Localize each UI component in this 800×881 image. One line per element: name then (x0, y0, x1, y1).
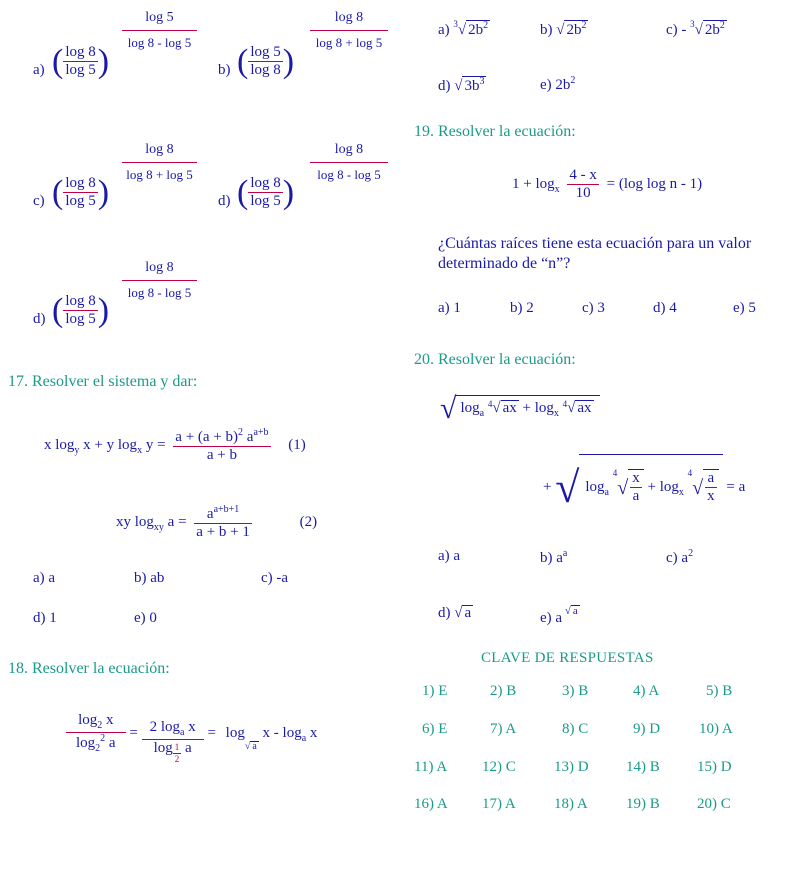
problem-18-equation: $\frac{\log_2 x}{\log_2^2 a}$ = 2 $\log_a x$ log $\frac{1}{2}$ a = $\log_{√ a} x - \log_a x$ (66, 703, 317, 764)
choice-e-label: d) (33, 311, 46, 327)
problem-19-option-c: c) 3 (582, 300, 605, 316)
problem-20-line-1: √ $\log_a ^4√$ ax + $\log_x ^4√$ ax (440, 394, 600, 424)
choice-e-base: ( $\frac{\log 8}{\log 5}$ ) (52, 291, 110, 329)
problem-19-option-e: e) 5 (733, 300, 756, 316)
choice-b-exponent: log 8 log 8 + log 5 (310, 10, 388, 51)
problem-20-line-2: + √ $\log_a ^4√$ $\frac{x}{a}$ + $\log_x ^4√$ $\frac{a}{x}$ = a (543, 454, 745, 512)
answer-item: 16) A (414, 796, 448, 812)
problem-17-option-c: c) -a (261, 570, 289, 586)
problem-17-option-d: d) 1 (33, 610, 57, 626)
problem-20-option-d: d) √ a (438, 605, 472, 621)
answer-item: 11) A (414, 759, 448, 775)
problem-18-title: 18. Resolver la ecuación: (8, 660, 170, 677)
choice-c-exponent: log 8 log 8 + log 5 (122, 142, 197, 183)
problem-19-option-b: b) 2 (510, 300, 534, 316)
choice-a-label: a) (33, 62, 45, 78)
top-option-e: e) $2b^2$ (540, 75, 576, 93)
answer-item: 14) B (626, 759, 660, 775)
top-option-a: a) $^3$√ $2b^2$ (438, 19, 489, 38)
answer-item: 3) B (562, 683, 589, 699)
problem-19-equation: $1 + \log_x$ $\frac{4 - x}{10}$ = (log log n - 1) (512, 167, 703, 202)
problem-19-question-line-2: determinado de “n”? (438, 255, 571, 272)
problem-20-option-c: c) $a^2$ (666, 548, 694, 566)
choice-e-exponent: log 8 log 8 - log 5 (122, 260, 197, 301)
choice-b-base: ( $\frac{\log 5}{\log 8}$ ) (237, 42, 295, 80)
problem-19-title: 19. Resolver la ecuación: (414, 123, 576, 140)
answer-item: 1) E (422, 683, 448, 699)
answer-item: 5) B (706, 683, 733, 699)
answer-item: 6) E (422, 721, 448, 737)
problem-17-option-b: b) ab (134, 570, 165, 586)
answer-item: 8) C (562, 721, 589, 737)
problem-17-option-e: e) 0 (134, 610, 157, 626)
problem-19-question-line-1: ¿Cuántas raíces tiene esta ecuación para un valor (438, 235, 752, 252)
problem-17-title: 17. Resolver el sistema y dar: (8, 373, 198, 390)
choice-d-label: d) (218, 193, 231, 209)
answer-key-title: CLAVE DE RESPUESTAS (481, 650, 654, 666)
problem-20-option-b: b) $a^a$ (540, 548, 568, 566)
answer-item: 15) D (697, 759, 732, 775)
top-option-b: b) √ $2b^2$ (540, 20, 587, 38)
problem-20-option-a: a) a (438, 548, 461, 564)
choice-c-label: c) (33, 193, 45, 209)
problem-19-option-d: d) 4 (653, 300, 677, 316)
top-option-c: c) - $^3$√ $2b^2$ (666, 19, 725, 38)
answer-item: 19) B (626, 796, 660, 812)
problem-20-option-e: e) a $^{√ a}$ (540, 605, 578, 626)
answer-item: 9) D (633, 721, 661, 737)
problem-17-option-a: a) a (33, 570, 56, 586)
choice-b-label: b) (218, 62, 231, 78)
answer-item: 20) C (697, 796, 731, 812)
top-option-d: d) √ $3b^3$ (438, 76, 485, 94)
answer-item: 18) A (554, 796, 588, 812)
choice-d-exponent: log 8 log 8 - log 5 (310, 142, 388, 183)
choice-a-base: ( $\frac{\log 8}{\log 5}$ ) (52, 42, 110, 80)
choice-a-exponent: log 5 log 8 - log 5 (122, 10, 197, 51)
answer-item: 17) A (482, 796, 516, 812)
problem-20-title: 20. Resolver la ecuación: (414, 351, 576, 368)
problem-17-equation-2: xy $\log_{xy} a$ = $\frac{a^{a+b+1}}{a + b + 1}$ (2) (116, 504, 318, 541)
problem-19-option-a: a) 1 (438, 300, 461, 316)
choice-d-base: ( $\frac{\log 8}{\log 5}$ ) (237, 173, 295, 211)
answer-item: 12) C (482, 759, 516, 775)
problem-17-equation-1: x $\log_y x + y$ $\log_x y$ = $\frac{a + (a + b)^2 a^{a+b}}{a + b}$ (1) (44, 427, 306, 464)
answer-item: 4) A (633, 683, 660, 699)
choice-c-base: ( $\frac{\log 8}{\log 5}$ ) (52, 173, 110, 211)
answer-item: 2) B (490, 683, 517, 699)
answer-item: 13) D (554, 759, 589, 775)
answer-item: 7) A (490, 721, 517, 737)
answer-item: 10) A (699, 721, 733, 737)
